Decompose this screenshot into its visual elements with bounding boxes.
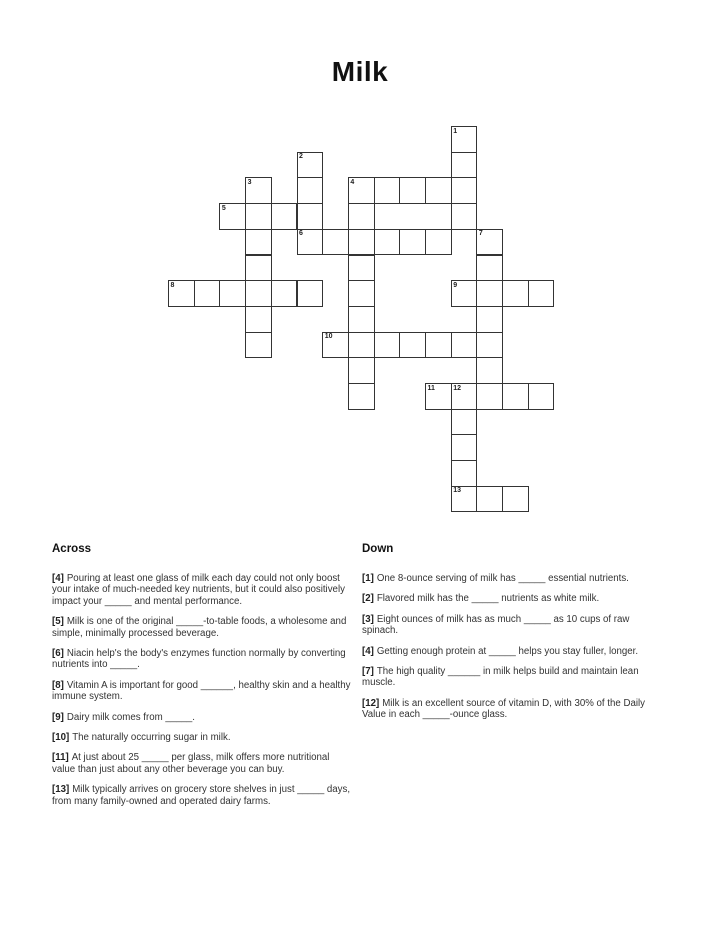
across-clues-column: [52, 543, 355, 816]
clue-text: Dairy milk comes from _____.: [66, 711, 195, 723]
grid-cell: [502, 486, 529, 513]
grid-cell: [297, 203, 324, 230]
grid-cell: [425, 383, 452, 410]
clue-text: Getting enough protein at _____ helps you stay fuller, longer.: [376, 645, 639, 657]
clue-number: [5]: [52, 616, 64, 628]
clue-number: [4]: [52, 573, 64, 584]
clue-down-12: [362, 698, 668, 721]
grid-cell: [245, 332, 272, 359]
grid-cell: [348, 255, 375, 282]
clue-down-1: [362, 573, 668, 584]
grid-cell: [476, 255, 503, 282]
cell-number: 3: [247, 178, 252, 186]
grid-cell: [476, 306, 503, 333]
grid-cell: [297, 177, 324, 204]
clue-text: The naturally occurring sugar in milk.: [72, 732, 231, 744]
grid-cell: [451, 177, 478, 204]
grid-cell: [219, 280, 246, 307]
cell-number: 2: [299, 153, 303, 161]
grid-cell: [374, 332, 401, 359]
clue-text: Vitamin A is important for good ______, healthy skin and a healthy immune system.: [52, 679, 351, 703]
grid-cell: [322, 229, 349, 256]
grid-cell: [451, 409, 478, 436]
clue-text: Flavored milk has the _____ nutrients as white milk.: [376, 593, 600, 605]
grid-cell: [297, 152, 324, 179]
grid-cell: [451, 203, 478, 230]
crossword-grid: [168, 126, 555, 513]
clue-across-4: [52, 573, 355, 607]
clue-number: [9]: [52, 711, 64, 723]
down-clues-list: [362, 573, 668, 721]
clue-number: [12]: [362, 697, 380, 709]
grid-cell: [194, 280, 221, 307]
clue-number: [13]: [52, 784, 70, 796]
grid-cell: [348, 357, 375, 384]
grid-cell: [322, 332, 349, 359]
grid-cell: [425, 332, 452, 359]
grid-cell: [245, 203, 272, 230]
grid-cell: [451, 460, 478, 487]
grid-cell: [451, 126, 478, 153]
clue-number: [4]: [362, 645, 374, 657]
clue-across-10: [52, 732, 355, 743]
down-clues-column: [362, 543, 668, 730]
grid-cell: [451, 152, 478, 179]
grid-cell: [528, 280, 555, 307]
clue-text: Eight ounces of milk has as much _____ as 10 cups of raw spinach.: [362, 613, 630, 637]
grid-cell: [425, 177, 452, 204]
clue-down-7: [362, 666, 668, 689]
grid-cell: [348, 383, 375, 410]
grid-cell: [348, 306, 375, 333]
grid-cell: [245, 255, 272, 282]
clue-number: [7]: [362, 666, 374, 678]
clue-number: [8]: [52, 679, 64, 691]
cell-number: 1: [453, 127, 458, 135]
grid-cell: [245, 306, 272, 333]
grid-cell: [348, 280, 375, 307]
grid-cell: [348, 177, 375, 204]
clue-number: [10]: [52, 732, 70, 744]
down-header: Down: [362, 543, 394, 555]
clue-text: Milk typically arrives on grocery store shelves in just _____ days, from many family-owned and operated dairy farms.: [52, 784, 351, 807]
clue-down-4: [362, 646, 668, 657]
grid-cell: [476, 383, 503, 410]
grid-cell: [271, 203, 298, 230]
cell-number: 9: [453, 281, 458, 289]
clue-across-8: [52, 680, 355, 703]
clue-text: At just about 25 _____ per glass, milk offers more nutritional value than just about any other beverage you can buy.: [52, 752, 330, 775]
cell-number: 6: [299, 230, 303, 238]
cell-number: 5: [221, 204, 226, 212]
grid-cell: [245, 177, 272, 204]
clue-down-3: [362, 614, 668, 637]
clue-text: The high quality ______ in milk helps build and maintain lean muscle.: [362, 666, 639, 689]
cell-number: 13: [453, 487, 461, 495]
clue-number: [6]: [52, 648, 64, 660]
grid-cell: [219, 203, 246, 230]
grid-cell: [374, 229, 401, 256]
grid-cell: [297, 229, 324, 256]
clue-text: Niacin help's the body's enzymes function normally by converting nutrients into _____.: [52, 648, 346, 671]
grid-cell: [348, 203, 375, 230]
clue-number: [11]: [52, 752, 69, 764]
grid-cell: [348, 229, 375, 256]
grid-cell: [476, 229, 503, 256]
grid-cell: [476, 280, 503, 307]
across-clues-list: [52, 573, 355, 807]
clue-across-11: [52, 752, 355, 775]
cell-number: 4: [350, 178, 355, 186]
grid-cell: [451, 383, 478, 410]
grid-cell: [502, 280, 529, 307]
cell-number: 11: [427, 384, 435, 392]
clue-across-6: [52, 648, 355, 671]
across-header: Across: [52, 543, 91, 555]
cell-number: 12: [453, 384, 461, 392]
grid-cell: [399, 177, 426, 204]
cell-number: 8: [170, 281, 175, 289]
grid-cell: [245, 280, 272, 307]
grid-cell: [451, 332, 478, 359]
grid-cell: [476, 357, 503, 384]
clue-text: Milk is one of the original _____-to-table foods, a wholesome and simple, minimally processed beverage.: [52, 616, 347, 639]
grid-cell: [168, 280, 195, 307]
grid-cell: [271, 280, 298, 307]
grid-cell: [528, 383, 555, 410]
clue-number: [2]: [362, 593, 374, 605]
cell-number: 10: [324, 333, 333, 341]
clue-across-13: [52, 784, 355, 807]
puzzle-title: Milk: [331, 56, 389, 87]
grid-cell: [451, 486, 478, 513]
clue-text: One 8-ounce serving of milk has _____ essential nutrients.: [376, 573, 629, 584]
grid-cell: [476, 486, 503, 513]
grid-cell: [425, 229, 452, 256]
grid-cell: [476, 332, 503, 359]
grid-cell: [348, 332, 375, 359]
clue-text: Pouring at least one glass of milk each day could not only boost your intake of much-needed key nutrients, but it could also positively impact your _____ and mental performance.: [52, 573, 345, 607]
grid-cell: [502, 383, 529, 410]
grid-cell: [399, 229, 426, 256]
clue-across-5: [52, 616, 355, 639]
clue-across-9: [52, 712, 355, 723]
clue-text: Milk is an excellent source of vitamin D, with 30% of the Daily Value in each _____-ounce glass.: [362, 697, 645, 721]
grid-cell: [451, 280, 478, 307]
cell-number: 7: [478, 230, 483, 238]
grid-cell: [399, 332, 426, 359]
grid-cell: [245, 229, 272, 256]
clue-number: [3]: [362, 613, 374, 625]
grid-cell: [297, 280, 324, 307]
grid-cell: [451, 434, 478, 461]
grid-cell: [374, 177, 401, 204]
clue-number: [1]: [362, 573, 374, 584]
clue-down-2: [362, 593, 668, 604]
